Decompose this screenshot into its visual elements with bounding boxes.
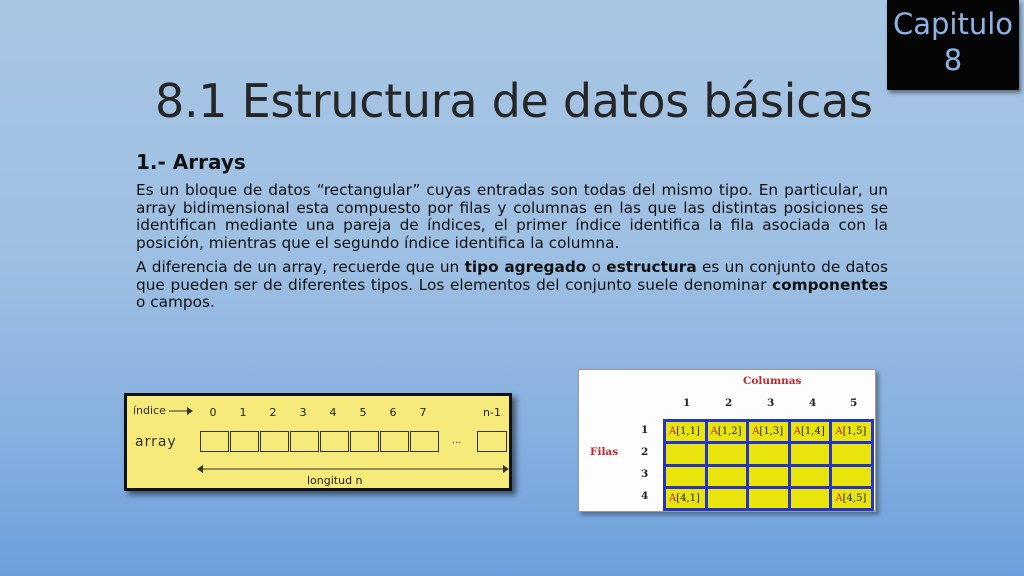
p2-bold-componentes: componentes bbox=[772, 275, 888, 294]
row-number-3: 3 bbox=[641, 468, 649, 480]
array-cell-last bbox=[477, 431, 507, 452]
columns-label: Columnas bbox=[743, 375, 802, 387]
index-1: 1 bbox=[239, 406, 247, 419]
matrix-cell: A [1,4] bbox=[791, 422, 830, 441]
matrix-cell bbox=[749, 467, 788, 486]
column-number-1: 1 bbox=[683, 397, 691, 409]
matrix-cell: A [4,1] bbox=[666, 489, 705, 508]
index-6: 6 bbox=[389, 406, 397, 419]
array-diagram bbox=[124, 393, 512, 491]
length-label: longitud n bbox=[307, 474, 363, 487]
matrix-cell bbox=[832, 444, 871, 463]
array-cell bbox=[260, 431, 289, 452]
array-cell bbox=[410, 431, 439, 452]
index-4: 4 bbox=[329, 406, 337, 419]
matrix-cell bbox=[708, 467, 747, 486]
matrix-diagram bbox=[578, 369, 876, 512]
matrix-cell bbox=[749, 444, 788, 463]
column-number-4: 4 bbox=[809, 397, 817, 409]
matrix-cell bbox=[749, 489, 788, 508]
matrix-grid bbox=[663, 419, 874, 511]
p2-text-4: o campos. bbox=[136, 293, 215, 311]
chapter-badge bbox=[887, 0, 1019, 90]
rows-label: Filas bbox=[590, 446, 619, 458]
index-arrow-icon bbox=[169, 406, 193, 416]
row-number-2: 2 bbox=[641, 446, 649, 458]
matrix-cell: A [1,3] bbox=[749, 422, 788, 441]
array-cell bbox=[380, 431, 409, 452]
matrix-cell bbox=[666, 467, 705, 486]
p2-bold-tipo-agregado: tipo agregado bbox=[464, 258, 587, 276]
array-cell bbox=[290, 431, 319, 452]
column-number-3: 3 bbox=[767, 397, 775, 409]
p2-text-1: A diferencia de un array, recuerde que un bbox=[136, 258, 465, 276]
matrix-cell bbox=[791, 467, 830, 486]
chapter-badge-line1: Capitulo bbox=[892, 7, 1014, 41]
length-arrow-icon bbox=[197, 464, 509, 474]
array-cell bbox=[200, 431, 229, 452]
p2-text-2: o bbox=[586, 258, 607, 276]
index-2: 2 bbox=[269, 406, 277, 419]
index-0: 0 bbox=[209, 406, 217, 419]
matrix-cell bbox=[832, 467, 871, 486]
array-label: array bbox=[135, 434, 177, 450]
index-3: 3 bbox=[299, 406, 307, 419]
index-label: índice bbox=[133, 404, 166, 417]
index-5: 5 bbox=[359, 406, 367, 419]
row-number-1: 1 bbox=[641, 424, 649, 436]
section-heading: 1.- Arrays bbox=[136, 150, 246, 174]
index-7: 7 bbox=[419, 406, 427, 419]
column-number-2: 2 bbox=[725, 397, 733, 409]
matrix-cell: A [1,2] bbox=[708, 422, 747, 441]
array-cell bbox=[230, 431, 259, 452]
slide-title: 8.1 Estructura de datos básicas bbox=[155, 74, 873, 128]
matrix-cell bbox=[791, 489, 830, 508]
index-last: n-1 bbox=[483, 406, 501, 419]
paragraph-arrays: Es un bloque de datos “rectangular” cuyas entradas son todas del mismo tipo. En particular, un array bidimensional esta compuesto por filas y columnas en las que las distintas posiciones se identifican mediante una pareja de índices, el primer índice identifica la fila asociada con la posición, mientras que el segundo índice identifica la columna. bbox=[136, 181, 888, 252]
matrix-cell: A [1,1] bbox=[666, 422, 705, 441]
p2-bold-estructura: estructura bbox=[606, 258, 697, 276]
p2-text-3: es un conjunto de datos que pueden ser de diferentes tipos. Los elementos del conjunto suele denominar bbox=[136, 258, 888, 294]
matrix-cell bbox=[708, 489, 747, 508]
matrix-cell: A [1,5] bbox=[832, 422, 871, 441]
matrix-cell: A [4,5] bbox=[832, 489, 871, 508]
array-cell bbox=[320, 431, 349, 452]
row-number-4: 4 bbox=[641, 490, 649, 502]
column-number-5: 5 bbox=[850, 397, 858, 409]
array-ellipsis: ... bbox=[452, 434, 462, 446]
matrix-cell bbox=[708, 444, 747, 463]
matrix-cell bbox=[666, 444, 705, 463]
array-cells bbox=[200, 431, 440, 452]
paragraph-structures bbox=[136, 259, 888, 312]
matrix-cell bbox=[791, 444, 830, 463]
slide-body bbox=[136, 150, 888, 319]
chapter-badge-line2: 8 bbox=[943, 43, 963, 77]
array-cell bbox=[350, 431, 379, 452]
